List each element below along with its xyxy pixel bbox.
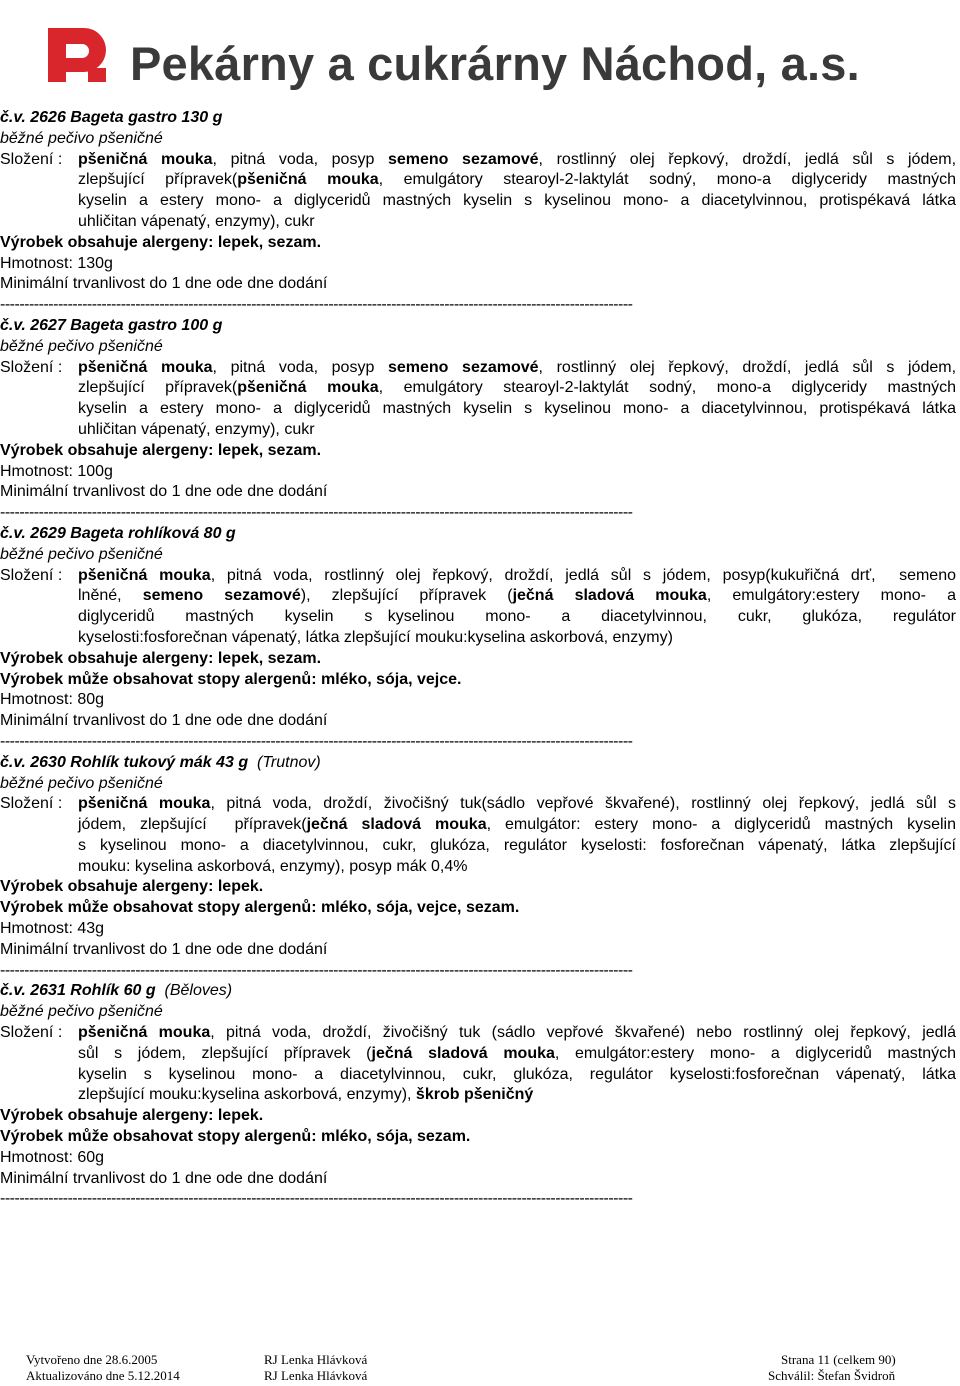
composition-segment: ), zlepšující přípravek ( <box>300 587 513 605</box>
composition-line <box>78 794 956 815</box>
composition-segment: , emulgátor:estery mono- a diglyceridů mastných <box>554 1044 956 1062</box>
composition-line <box>78 815 956 836</box>
shelf-life: Minimální trvanlivost do 1 dne ode dne dodání <box>0 712 328 730</box>
allergens-statement: Výrobek obsahuje alergeny: lepek, sezam. <box>0 649 322 667</box>
composition-segment: uhličitan vápenatý, enzymy), cukr <box>78 212 315 230</box>
traces-statement: Výrobek může obsahovat stopy alergenů: mléko, sója, vejce, sezam. <box>0 899 520 917</box>
composition-label: Složení : <box>0 795 67 813</box>
composition-line <box>78 1044 956 1065</box>
product-entry <box>0 753 960 982</box>
traces-statement: Výrobek může obsahovat stopy alergenů: mléko, sója, sezam. <box>0 1128 471 1146</box>
composition-line <box>78 399 956 420</box>
composition-line <box>78 836 956 857</box>
composition-segment: , emulgátory stearoyl-2-laktylát sodný, mono-a diglyceridy mastných <box>378 171 956 189</box>
product-category: běžné pečivo pšeničné <box>0 129 163 147</box>
composition-text <box>78 794 960 877</box>
separator-line: ----------------------------------------------------------------------------------------------------------------------------------- <box>0 504 633 522</box>
product-title <box>0 316 960 337</box>
separator-line: ----------------------------------------------------------------------------------------------------------------------------------- <box>0 1190 633 1208</box>
product-category: běžné pečivo pšeničné <box>0 1003 163 1021</box>
composition-label: Složení : <box>0 566 67 584</box>
product-weight: Hmotnost: 80g <box>0 691 105 709</box>
composition-segment: zlepšující přípravek( <box>78 379 238 397</box>
product-weight: Hmotnost: 60g <box>0 1148 105 1166</box>
composition-allergen: pšeničná mouka <box>78 795 211 813</box>
composition <box>0 794 960 877</box>
composition-line <box>78 1065 956 1086</box>
product-title <box>0 981 960 1002</box>
created-date: Vytvořeno dne 28.6.2005 <box>26 1352 158 1367</box>
composition <box>0 1023 960 1106</box>
composition-allergen: pšeničná mouka <box>78 1024 211 1042</box>
composition <box>0 358 960 441</box>
product-entry <box>0 316 960 524</box>
composition-allergen: pšeničná mouka <box>237 379 379 397</box>
composition-segment: sůl s jódem, zlepšující přípravek ( <box>78 1044 372 1062</box>
composition-text <box>78 566 960 649</box>
composition-segment: , pitná voda, droždí, živočišný tuk(sádlo vepřové škvařené), rostlinný olej řepkový, jedlá sůl s <box>210 795 957 813</box>
composition-allergen: škrob pšeničný <box>415 1086 534 1104</box>
page-header <box>0 0 960 108</box>
product-code: č.v. 2631 Rohlík 60 g <box>0 982 156 1000</box>
company-logo-icon <box>44 24 110 86</box>
composition-line <box>78 1023 956 1044</box>
composition-segment: , pitná voda, rostlinný olej řepkový, droždí, jedlá sůl s jódem, posyp(kukuřičná drť, semeno <box>210 566 956 584</box>
composition-line <box>78 420 956 441</box>
composition-allergen: ječná sladová mouka <box>371 1044 555 1062</box>
composition-allergen: pšeničná mouka <box>78 358 213 376</box>
composition-allergen: pšeničná mouka <box>78 150 213 168</box>
composition-segment: zlepšující přípravek( <box>78 171 238 189</box>
composition-segment: , pitná voda, droždí, živočišný tuk (sádlo vepřové škvařené) nebo rostlinný olej řepkový, jedlá <box>210 1024 957 1042</box>
composition-line <box>78 1085 956 1106</box>
composition-segment: , pitná voda, posyp <box>212 358 388 376</box>
composition-line <box>78 358 956 379</box>
composition-allergen: ječná sladová mouka <box>512 587 707 605</box>
composition-segment: jódem, zlepšující přípravek( <box>78 816 307 834</box>
composition-line <box>78 212 956 233</box>
separator-line: ----------------------------------------------------------------------------------------------------------------------------------- <box>0 732 633 750</box>
composition-segment: kyselosti:fosforečnan vápenatý, látka zlepšující mouku:kyselina askorbová, enzymy) <box>78 628 673 646</box>
composition-segment: uhličitan vápenatý, enzymy), cukr <box>78 420 315 438</box>
composition-line <box>78 607 956 628</box>
composition-line <box>78 586 956 607</box>
product-origin: (Běloves) <box>155 982 233 1000</box>
product-code: č.v. 2626 Bageta gastro 130 g <box>0 109 223 126</box>
shelf-life: Minimální trvanlivost do 1 dne ode dne dodání <box>0 483 328 501</box>
composition-allergen: semeno sezamové <box>387 150 539 168</box>
composition-line <box>78 191 956 212</box>
approved-by: Schválil: Štefan Švidroň <box>768 1368 896 1383</box>
company-name: Pekárny a cukrárny Náchod, a.s. <box>130 37 860 90</box>
composition-segment: kyselin a estery mono- a diglyceridů mastných kyselin s kyselinou mono- a diacetylvinnou, protispékavá látka <box>78 400 956 418</box>
composition-segment: diglyceridů mastných kyselin s kyselinou mono- a diacetylvinnou, cukr, glukóza, regulátor <box>78 608 956 626</box>
composition-segment: mouku: kyselina askorbová, enzymy), posyp mák 0,4% <box>78 857 468 875</box>
product-weight: Hmotnost: 130g <box>0 254 113 272</box>
composition-allergen: ječná sladová mouka <box>306 816 487 834</box>
product-title <box>0 108 960 129</box>
product-weight: Hmotnost: 43g <box>0 920 105 938</box>
composition-segment: , rostlinný olej řepkový, droždí, jedlá sůl s jódem, <box>538 358 957 376</box>
product-weight: Hmotnost: 100g <box>0 462 113 480</box>
composition-segment: , rostlinný olej řepkový, droždí, jedlá sůl s jódem, <box>538 150 957 168</box>
composition-label: Složení : <box>0 150 67 168</box>
product-title <box>0 524 960 545</box>
document-body <box>0 108 960 1210</box>
allergens-statement: Výrobek obsahuje alergeny: lepek, sezam. <box>0 441 322 459</box>
product-entry <box>0 981 960 1210</box>
product-entry <box>0 524 960 753</box>
allergens-statement: Výrobek obsahuje alergeny: lepek. <box>0 1107 264 1125</box>
composition-text <box>78 358 960 441</box>
product-category: běžné pečivo pšeničné <box>0 774 163 792</box>
composition-allergen: semeno sezamové <box>142 587 301 605</box>
product-code: č.v. 2630 Rohlík tukový mák 43 g <box>0 753 249 771</box>
composition-line <box>78 857 956 878</box>
shelf-life: Minimální trvanlivost do 1 dne ode dne dodání <box>0 940 328 958</box>
product-category: běžné pečivo pšeničné <box>0 545 163 563</box>
composition-line <box>78 150 956 171</box>
product-origin: (Trutnov) <box>248 753 321 771</box>
author-updated: RJ Lenka Hlávková <box>264 1368 368 1383</box>
page-footer <box>0 1352 960 1386</box>
composition-line <box>78 628 956 649</box>
composition-label: Složení : <box>0 358 67 376</box>
product-code: č.v. 2629 Bageta rohlíková 80 g <box>0 524 236 542</box>
composition-text <box>78 150 960 233</box>
traces-statement: Výrobek může obsahovat stopy alergenů: mléko, sója, vejce. <box>0 670 462 688</box>
separator-line: ----------------------------------------------------------------------------------------------------------------------------------- <box>0 296 633 314</box>
composition-label: Složení : <box>0 1024 67 1042</box>
separator-line: ----------------------------------------------------------------------------------------------------------------------------------- <box>0 961 633 979</box>
composition-segment: zlepšující mouku:kyselina askorbová, enzymy), <box>78 1086 416 1104</box>
product-category: běžné pečivo pšeničné <box>0 337 163 355</box>
shelf-life: Minimální trvanlivost do 1 dne ode dne dodání <box>0 1169 328 1187</box>
composition-line <box>78 566 956 587</box>
shelf-life: Minimální trvanlivost do 1 dne ode dne dodání <box>0 275 328 293</box>
composition-allergen: pšeničná mouka <box>78 566 211 584</box>
composition-segment: , emulgátory:estery mono- a <box>706 587 957 605</box>
allergens-statement: Výrobek obsahuje alergeny: lepek. <box>0 878 264 896</box>
composition-segment: kyselin s kyselinou mono- a diacetylvinnou, cukr, glukóza, regulátor kyselosti:fosforečnan vápenatý, látka <box>78 1065 956 1083</box>
composition-text <box>78 1023 960 1106</box>
composition <box>0 566 960 649</box>
allergens-statement: Výrobek obsahuje alergeny: lepek, sezam. <box>0 233 322 251</box>
composition-line <box>78 378 956 399</box>
composition-segment: lněné, <box>78 587 143 605</box>
composition-line <box>78 170 956 191</box>
composition-segment: , pitná voda, posyp <box>212 150 388 168</box>
composition-segment: s kyselinou mono- a diacetylvinnou, cukr, glukóza, regulátor kyselosti: fosforečnan vápenatý, látka zlepšující <box>78 836 956 854</box>
updated-date: Aktualizováno dne 5.12.2014 <box>26 1368 180 1383</box>
author-created: RJ Lenka Hlávková <box>264 1352 368 1367</box>
product-entry <box>0 108 960 316</box>
product-code: č.v. 2627 Bageta gastro 100 g <box>0 316 223 334</box>
page-number: Strana 11 (celkem 90) <box>781 1352 896 1367</box>
composition-segment: kyselin a estery mono- a diglyceridů mastných kyselin s kyselinou mono- a diacetylvinnou, protispékavá látka <box>78 192 956 210</box>
composition-segment: , emulgátor: estery mono- a diglyceridů mastných kyselin <box>486 816 956 834</box>
composition-allergen: semeno sezamové <box>387 358 539 376</box>
composition-allergen: pšeničná mouka <box>237 171 379 189</box>
product-title <box>0 753 960 774</box>
composition-segment: , emulgátory stearoyl-2-laktylát sodný, mono-a diglyceridy mastných <box>378 379 956 397</box>
composition <box>0 150 960 233</box>
